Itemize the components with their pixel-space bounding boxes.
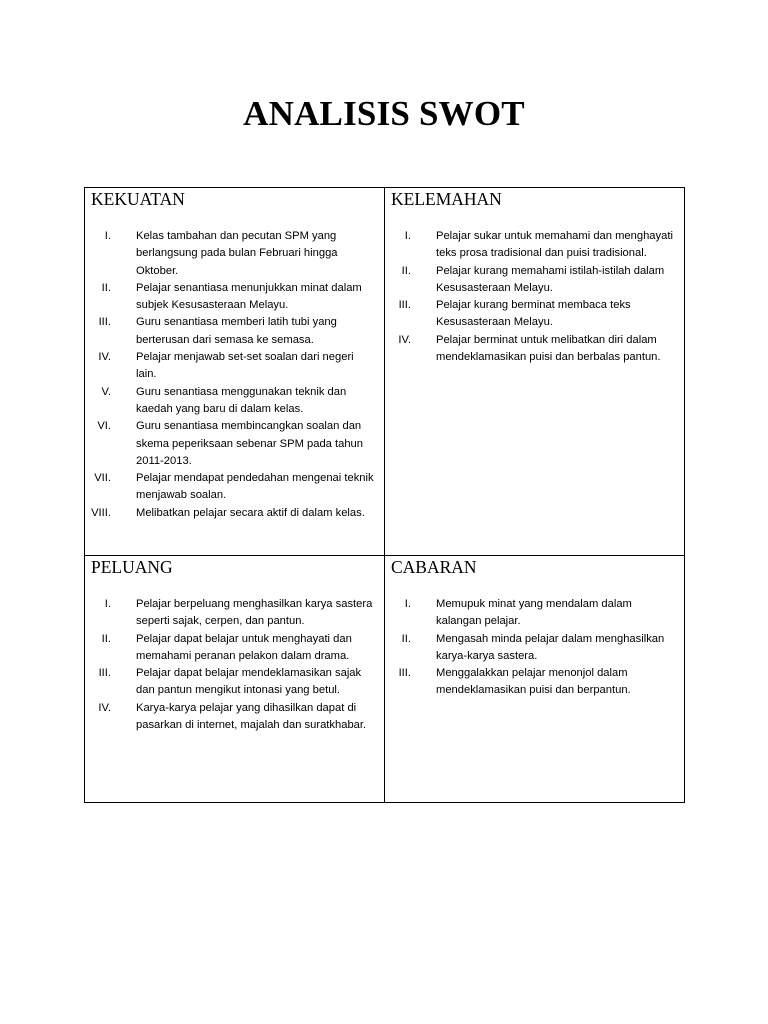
cabaran-cell bbox=[385, 556, 684, 802]
list-item bbox=[85, 700, 384, 735]
list-item-text: Karya-karya pelajar yang dihasilkan dapat di pasarkan di internet, majalah dan suratkhabar. bbox=[136, 701, 367, 732]
list-item-number: III. bbox=[98, 667, 111, 680]
swot-table bbox=[84, 187, 685, 803]
list-item bbox=[85, 470, 384, 505]
peluang-list bbox=[85, 596, 384, 734]
peluang-cell bbox=[85, 556, 385, 802]
kelemahan-list bbox=[385, 228, 684, 366]
list-item-text: Pelajar berminat untuk melibatkan diri dalam mendeklamasikan puisi dan berbalas pantun. bbox=[436, 333, 661, 364]
list-item-text: Pelajar senantiasa menunjukkan minat dalam subjek Kesusasteraan Melayu. bbox=[136, 281, 362, 312]
list-item-number: I. bbox=[404, 230, 411, 242]
list-item bbox=[385, 596, 684, 631]
list-item-number: III. bbox=[398, 299, 411, 312]
list-item-text: Pelajar mendapat pendedahan mengenai teknik menjawab soalan. bbox=[136, 472, 374, 502]
list-item-number: V. bbox=[101, 385, 111, 398]
list-item-text: Pelajar menjawab set-set soalan dari negeri lain. bbox=[136, 351, 354, 381]
list-item bbox=[385, 665, 684, 700]
list-item-text: Memupuk minat yang mendalam dalam kalangan pelajar. bbox=[436, 598, 632, 628]
list-item-text: Pelajar dapat belajar mendeklamasikan sajak dan pantun mengikut intonasi yang betul. bbox=[136, 667, 362, 697]
list-item-number: VIII. bbox=[91, 506, 111, 519]
list-item-number: IV. bbox=[398, 333, 411, 346]
list-item bbox=[385, 263, 684, 298]
list-item-text: Menggalakkan pelajar menonjol dalam mendeklamasikan puisi dan berpantun. bbox=[436, 667, 631, 697]
list-item-number: II. bbox=[401, 264, 411, 277]
list-item bbox=[85, 505, 384, 522]
list-item bbox=[385, 228, 684, 263]
list-item-text: Pelajar kurang memahami istilah-istilah dalam Kesusasteraan Melayu. bbox=[436, 264, 665, 294]
list-item-text: Pelajar kurang berminat membaca teks Kesusasteraan Melayu. bbox=[436, 299, 631, 329]
list-item-number: IV. bbox=[98, 351, 111, 364]
list-item-text: Pelajar berpeluang menghasilkan karya sastera seperti sajak, cerpen, dan pantun. bbox=[136, 598, 373, 628]
list-item-text: Guru senantiasa membincangkan soalan dan skema peperiksaan sebenar SPM pada tahun 2011-2013. bbox=[136, 420, 364, 467]
list-item-text: Guru senantiasa memberi latih tubi yang berterusan dari semasa ke semasa. bbox=[136, 316, 337, 346]
list-item bbox=[85, 384, 384, 419]
kekuatan-cell bbox=[85, 188, 385, 556]
list-item-number: II. bbox=[401, 632, 411, 645]
list-item-number: II. bbox=[101, 632, 111, 645]
list-item-number: IV. bbox=[98, 701, 111, 714]
list-item bbox=[85, 418, 384, 470]
list-item-number: VI. bbox=[97, 420, 111, 433]
list-item bbox=[385, 297, 684, 332]
page-title: ANALISIS SWOT bbox=[243, 94, 525, 133]
list-item bbox=[85, 280, 384, 315]
list-item bbox=[385, 631, 684, 666]
list-item-text: Guru senantiasa menggunakan teknik dan kaedah yang baru di dalam kelas. bbox=[136, 385, 347, 415]
list-item-text: Pelajar sukar untuk memahami dan menghayati teks prosa tradisional dan puisi tradisional. bbox=[436, 230, 673, 260]
list-item-number: I. bbox=[104, 230, 111, 242]
list-item-number: III. bbox=[398, 667, 411, 680]
list-item bbox=[85, 349, 384, 384]
kelemahan-heading: KELEMAHAN bbox=[391, 189, 502, 209]
list-item-number: I. bbox=[404, 598, 411, 610]
list-item-number: II. bbox=[101, 281, 111, 294]
list-item bbox=[85, 314, 384, 349]
list-item-text: Mengasah minda pelajar dalam menghasilkan karya-karya sastera. bbox=[436, 632, 665, 662]
list-item-text: Melibatkan pelajar secara aktif di dalam kelas. bbox=[136, 506, 365, 519]
list-item bbox=[85, 228, 384, 280]
cabaran-list bbox=[385, 596, 684, 700]
list-item bbox=[85, 596, 384, 631]
list-item bbox=[385, 332, 684, 367]
list-item bbox=[85, 665, 384, 700]
kekuatan-list bbox=[85, 228, 384, 522]
list-item-number: III. bbox=[98, 316, 111, 329]
kelemahan-cell bbox=[385, 188, 684, 556]
list-item-number: VII. bbox=[94, 472, 111, 485]
kekuatan-heading: KEKUATAN bbox=[91, 189, 185, 209]
peluang-heading: PELUANG bbox=[91, 557, 173, 577]
list-item-text: Pelajar dapat belajar untuk menghayati dan memahami peranan pelakon dalam drama. bbox=[136, 632, 352, 662]
cabaran-heading: CABARAN bbox=[391, 557, 477, 577]
list-item-text: Kelas tambahan dan pecutan SPM yang berlangsung pada bulan Februari hingga Oktober. bbox=[136, 230, 338, 277]
list-item bbox=[85, 631, 384, 666]
list-item-number: I. bbox=[104, 598, 111, 610]
